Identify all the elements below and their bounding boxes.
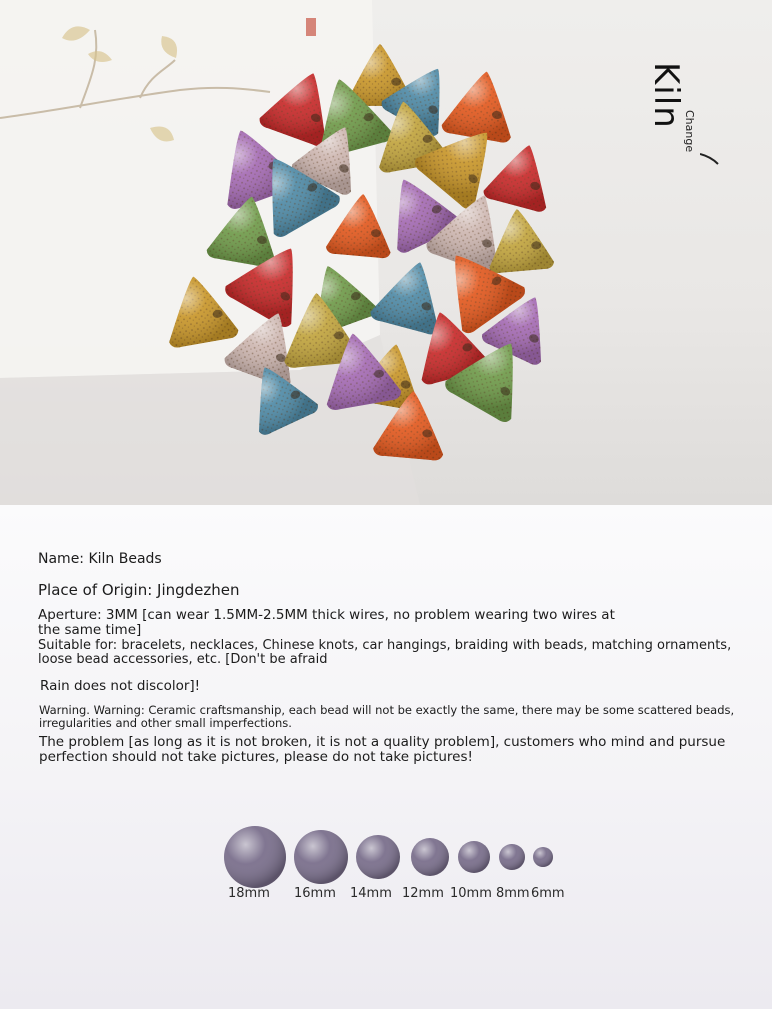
size-label: 14mm xyxy=(350,886,392,901)
product-quality-note: The problem [as long as it is not broken, it is not a quality problem], customers who mind and pursue perfection should not take pictures, please do not take pictures! xyxy=(39,734,726,765)
brush-stroke-icon xyxy=(700,152,720,166)
size-label: 12mm xyxy=(402,886,444,901)
product-name: Name: Kiln Beads xyxy=(38,551,162,567)
size-bead-shine xyxy=(458,841,490,873)
product-info-panel xyxy=(0,505,772,1009)
size-label: 10mm xyxy=(450,886,492,901)
product-origin: Place of Origin: Jingdezhen xyxy=(38,581,240,599)
size-bead-shine xyxy=(499,844,525,870)
ceramic-bead xyxy=(482,137,561,214)
product-aperture: Aperture: 3MM [can wear 1.5MM-2.5MM thick wires, no problem wearing two wires at the same time] xyxy=(38,607,615,638)
size-bead-shine xyxy=(294,830,348,884)
ceramic-bead xyxy=(485,206,555,273)
size-label: 16mm xyxy=(294,886,336,901)
size-label: 18mm xyxy=(228,886,270,901)
product-rain-note: Rain does not discolor]! xyxy=(40,678,201,694)
brand-main-text: Kiln xyxy=(646,62,686,129)
size-bead-shine xyxy=(224,826,286,888)
brand-logo xyxy=(640,62,730,172)
bead-size-chart xyxy=(0,505,772,1009)
size-bead-shine xyxy=(411,838,449,876)
seal-stamp xyxy=(306,18,316,36)
product-warning: Warning. Warning: Ceramic craftsmanship, each bead will not be exactly the same, there may be some scattered beads, irregularities and other small imperfections. xyxy=(39,703,735,730)
size-label: 6mm xyxy=(531,886,565,901)
size-bead-shine xyxy=(356,835,400,879)
ceramic-bead xyxy=(441,65,522,143)
brand-sub-text: Change xyxy=(683,110,696,153)
product-suitable-for: Suitable for: bracelets, necklaces, Chinese knots, car hangings, braiding with beads, matching ornaments, loose bead accessories, etc. [Don't be afraid xyxy=(38,638,732,667)
size-label: 8mm xyxy=(496,886,530,901)
size-bead-shine xyxy=(533,847,553,867)
